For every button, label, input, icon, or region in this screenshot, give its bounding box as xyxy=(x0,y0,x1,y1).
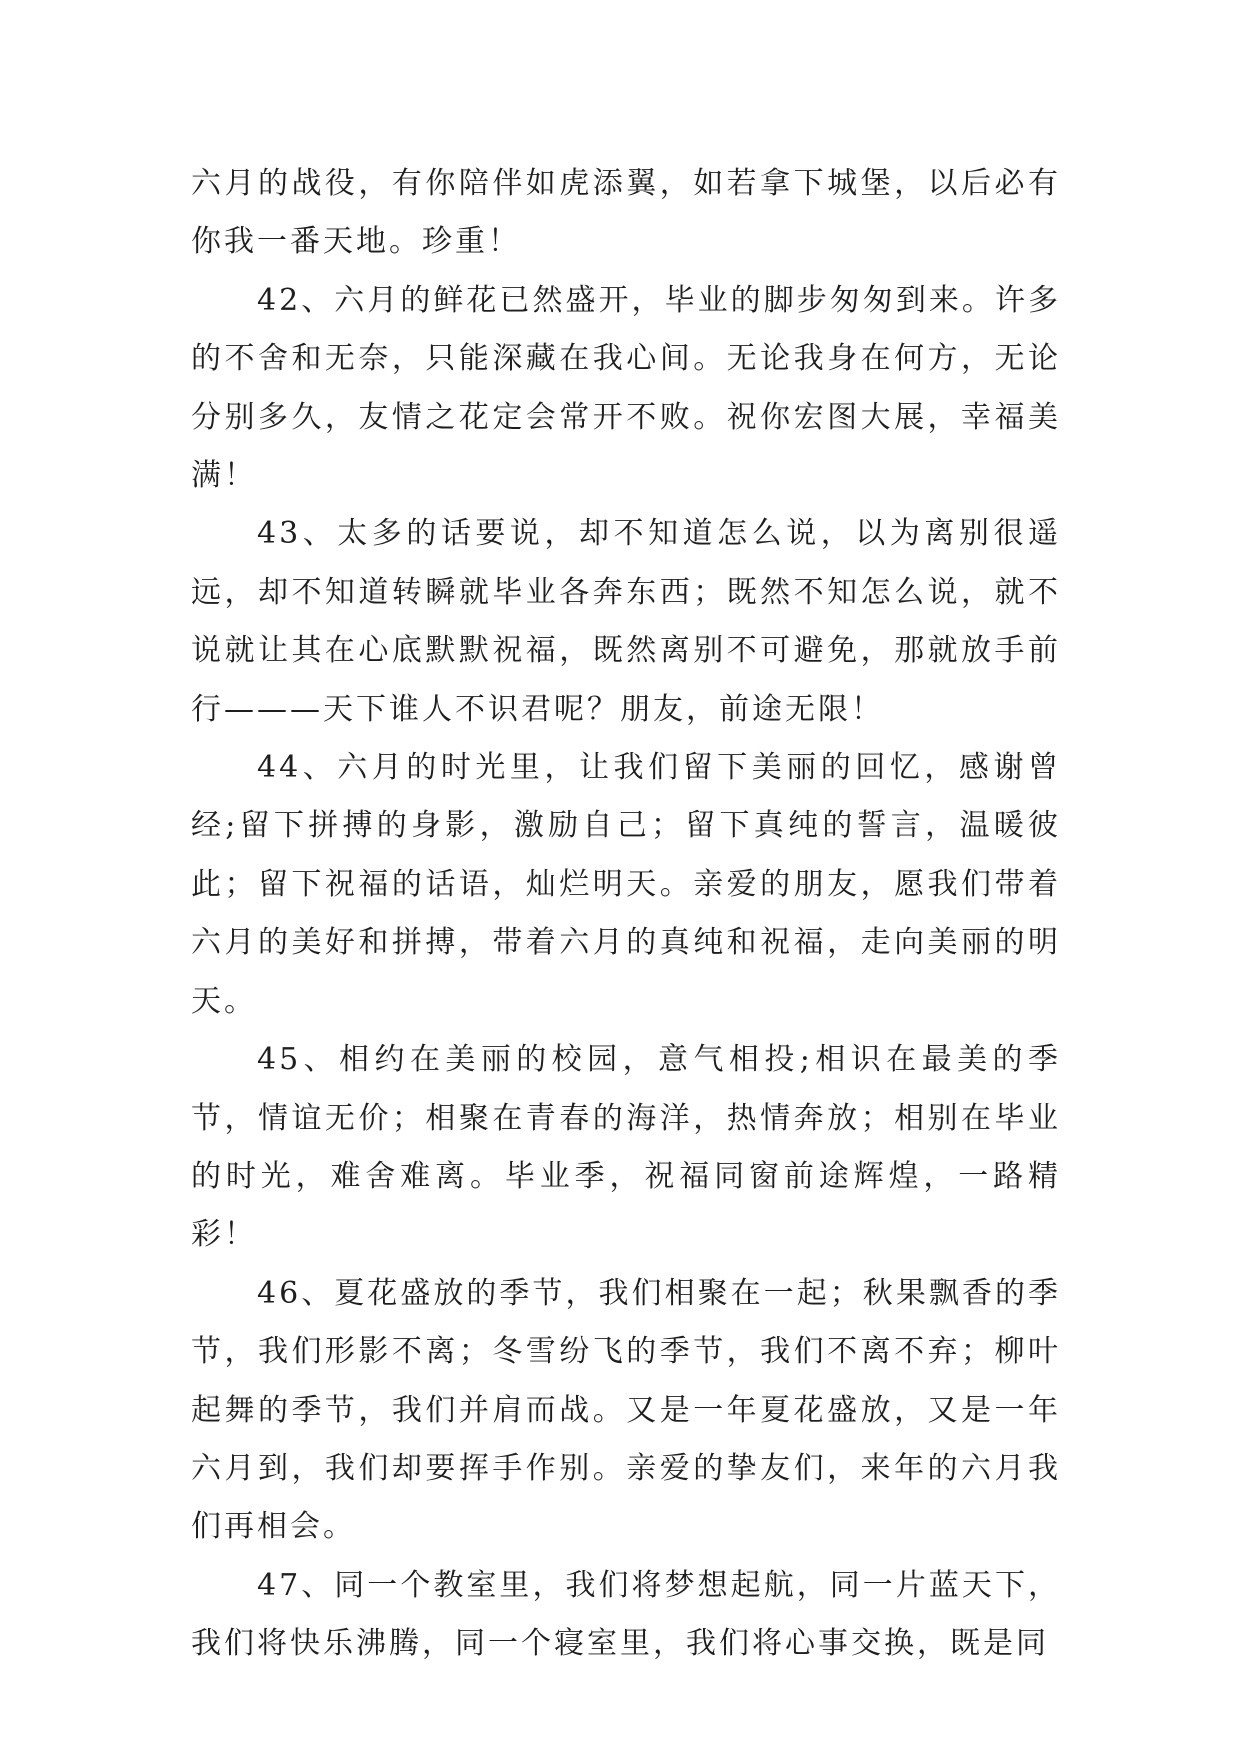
paragraph-continuation: 六月的战役，有你陪伴如虎添翼，如若拿下城堡，以后必有你我一番天地。珍重！ xyxy=(191,166,1061,260)
document-body xyxy=(191,155,1061,1674)
paragraph-42: 42、六月的鲜花已然盛开，毕业的脚步匆匆到来。许多的不舍和无奈，只能深藏在我心间。无论我身在何方，无论分别多久，友情之花定会常开不败。祝你宏图大展，幸福美满！ xyxy=(191,282,1061,494)
paragraph-46: 46、夏花盛放的季节，我们相聚在一起；秋果飘香的季节，我们形影不离；冬雪纷飞的季节，我们不离不弃；柳叶起舞的季节，我们并肩而战。又是一年夏花盛放，又是一年六月到，我们却要挥手作别。亲爱的挚友们，来年的六月我们再相会。 xyxy=(191,1275,1061,1545)
paragraph-43: 43、太多的话要说，却不知道怎么说，以为离别很遥远，却不知道转瞬就毕业各奔东西；既然不知怎么说，就不说就让其在心底默默祝福，既然离别不可避免，那就放手前行———天下谁人不识君呢？朋友，前途无限！ xyxy=(191,516,1061,727)
paragraph-45: 45、相约在美丽的校园，意气相投;相识在最美的季节，情谊无价；相聚在青春的海洋，热情奔放；相别在毕业的时光，难舍难离。毕业季，祝福同窗前途辉煌，一路精彩！ xyxy=(191,1042,1061,1253)
paragraph-47: 47、同一个教室里，我们将梦想起航，同一片蓝天下，我们将快乐沸腾，同一个寝室里，我们将心事交换，既是同 xyxy=(191,1567,1061,1662)
paragraph-44: 44、六月的时光里，让我们留下美丽的回忆，感谢曾经;留下拼搏的身影，激励自己；留下真纯的誓言，温暖彼此；留下祝福的话语，灿烂明天。亲爱的朋友，愿我们带着六月的美好和拼搏，带着六月的真纯和祝福，走向美丽的明天。 xyxy=(191,750,1061,1019)
